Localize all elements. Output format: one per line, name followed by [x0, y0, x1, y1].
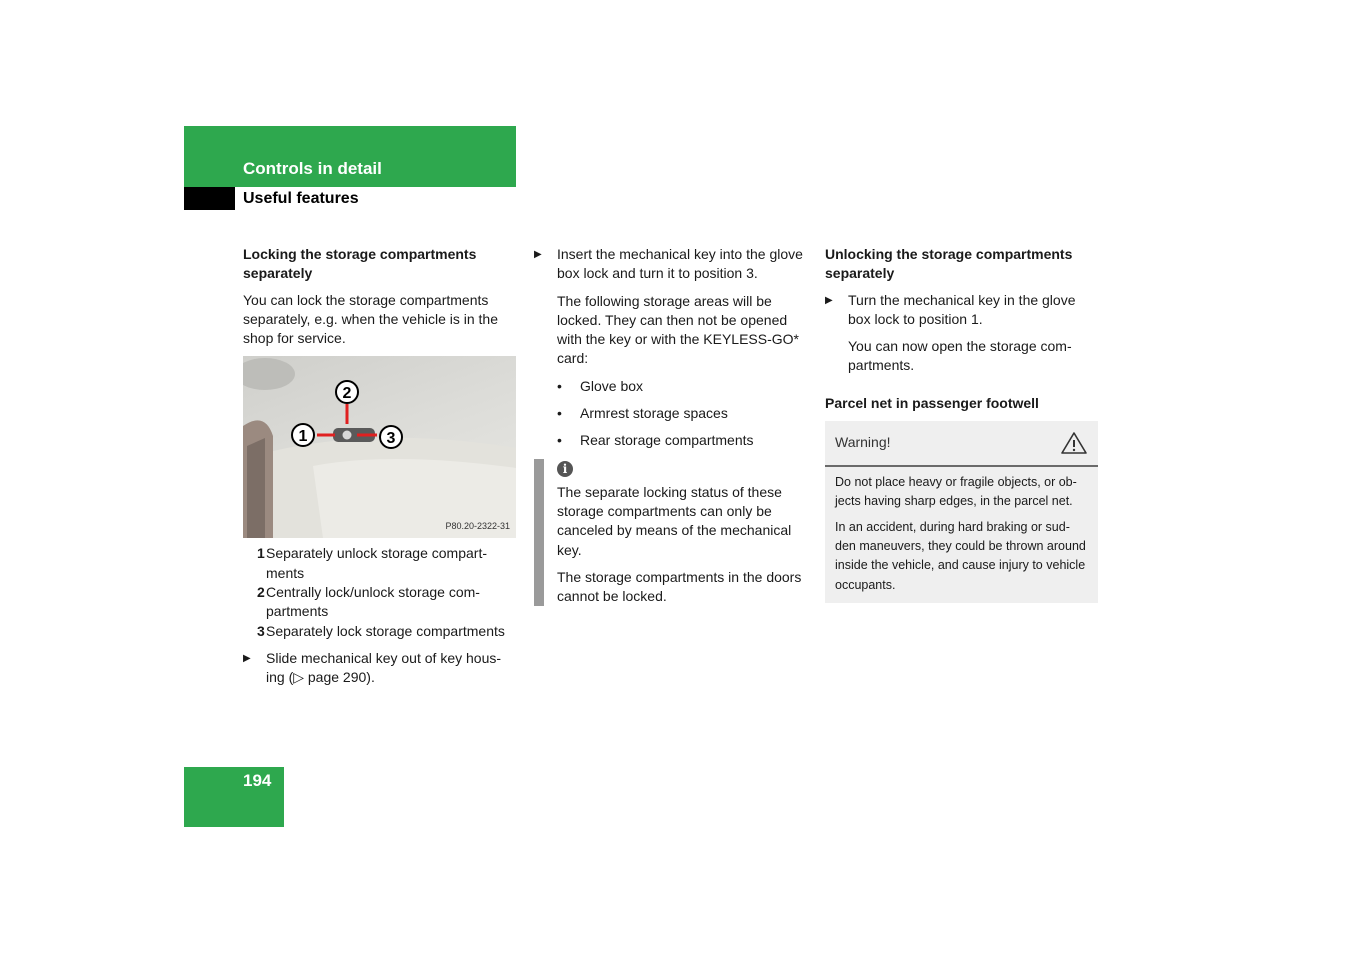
- list-item-text: Armrest storage spaces: [580, 405, 728, 422]
- callout-label-1: 1: [298, 428, 308, 446]
- unlock-result: You can now open the storage com-partments.: [848, 338, 1072, 374]
- list-item: [534, 404, 814, 423]
- warning-text: In an accident, during hard braking or sud-den maneuvers, they could be thrown around inside the vehicle, and cause injury to vehicle occupants.: [835, 519, 1086, 592]
- legend-item: [243, 622, 519, 641]
- arrow-right-icon: ▶: [534, 249, 542, 260]
- legend-text: Centrally lock/unlock storage com-partments: [266, 584, 480, 620]
- list-item: [534, 431, 814, 450]
- unlocking-heading: Unlocking the storage compartments separately: [825, 246, 1073, 282]
- instruction-step: [534, 245, 814, 284]
- locking-heading: Locking the storage compartments separately: [243, 246, 477, 282]
- legend-text: Separately unlock storage compart-ments: [266, 545, 487, 581]
- warning-title: Warning!: [835, 434, 891, 451]
- legend-number: 1: [257, 545, 265, 562]
- arrow-right-icon: ▶: [243, 652, 251, 664]
- left-trim-grille: [247, 438, 265, 538]
- subsection-title: Useful features: [243, 190, 359, 207]
- column-1: [243, 245, 519, 696]
- instruction-step: [825, 291, 1099, 330]
- arrow-right-icon: ▶: [825, 294, 833, 306]
- step-text: Turn the mechanical key in the glove box lock to position 1.: [848, 291, 1076, 327]
- column-3: [825, 245, 1099, 603]
- legend-number: 3: [257, 622, 265, 639]
- warning-text: Do not place heavy or fragile objects, or ob-jects having sharp edges, in the parcel net.: [835, 475, 1077, 509]
- column-2: [534, 245, 814, 606]
- glove-box-lock-illustration: [243, 356, 516, 538]
- parcel-net-heading: Parcel net in passenger footwell: [825, 394, 1039, 411]
- locking-intro: You can lock the storage compartments separately, e.g. when the vehicle is in the shop for service.: [243, 291, 499, 347]
- page-number: 194: [243, 771, 272, 790]
- lock-cylinder: [343, 431, 352, 440]
- step-text: Slide mechanical key out of key hous-ing (▷ page 290).: [266, 649, 502, 686]
- warning-triangle-icon: [1060, 431, 1088, 455]
- section-title: Controls in detail: [243, 159, 382, 178]
- step-text: Insert the mechanical key into the glove box lock and turn it to position 3.: [557, 246, 803, 282]
- legend-text: Separately lock storage compartments: [266, 622, 505, 639]
- bullet-icon: •: [557, 432, 562, 449]
- bullet-icon: •: [557, 377, 562, 394]
- info-icon: i: [557, 461, 573, 477]
- list-item-text: Rear storage compartments: [580, 432, 754, 449]
- legend-item: [243, 544, 519, 583]
- glove-box-lock-photo: [243, 356, 516, 538]
- info-text: The storage compartments in the doors cannot be locked.: [557, 568, 802, 605]
- locked-areas-intro: The following storage areas will be locked. They can then not be opened with the key or with the KEYLESS-GO* card:: [557, 292, 799, 367]
- legend-number: 2: [257, 584, 265, 601]
- instruction-step: [243, 649, 519, 688]
- callout-label-3: 3: [386, 430, 396, 448]
- warning-body: [825, 467, 1098, 603]
- header-black-marker: [184, 187, 235, 210]
- image-code: P80.20-2322-31: [445, 521, 510, 532]
- list-item: [534, 377, 814, 396]
- info-text: The separate locking status of these storage compartments can only be canceled by means of the mechanical key.: [557, 483, 792, 558]
- callout-label-2: 2: [342, 385, 352, 403]
- callout-legend: [243, 544, 519, 640]
- legend-item: [243, 583, 519, 622]
- air-vent: [243, 358, 295, 390]
- bullet-icon: •: [557, 405, 562, 422]
- info-note: [534, 459, 814, 607]
- warning-box: [825, 421, 1098, 603]
- list-item-text: Glove box: [580, 377, 644, 394]
- info-side-bar: [534, 459, 544, 607]
- warning-header: [825, 421, 1098, 467]
